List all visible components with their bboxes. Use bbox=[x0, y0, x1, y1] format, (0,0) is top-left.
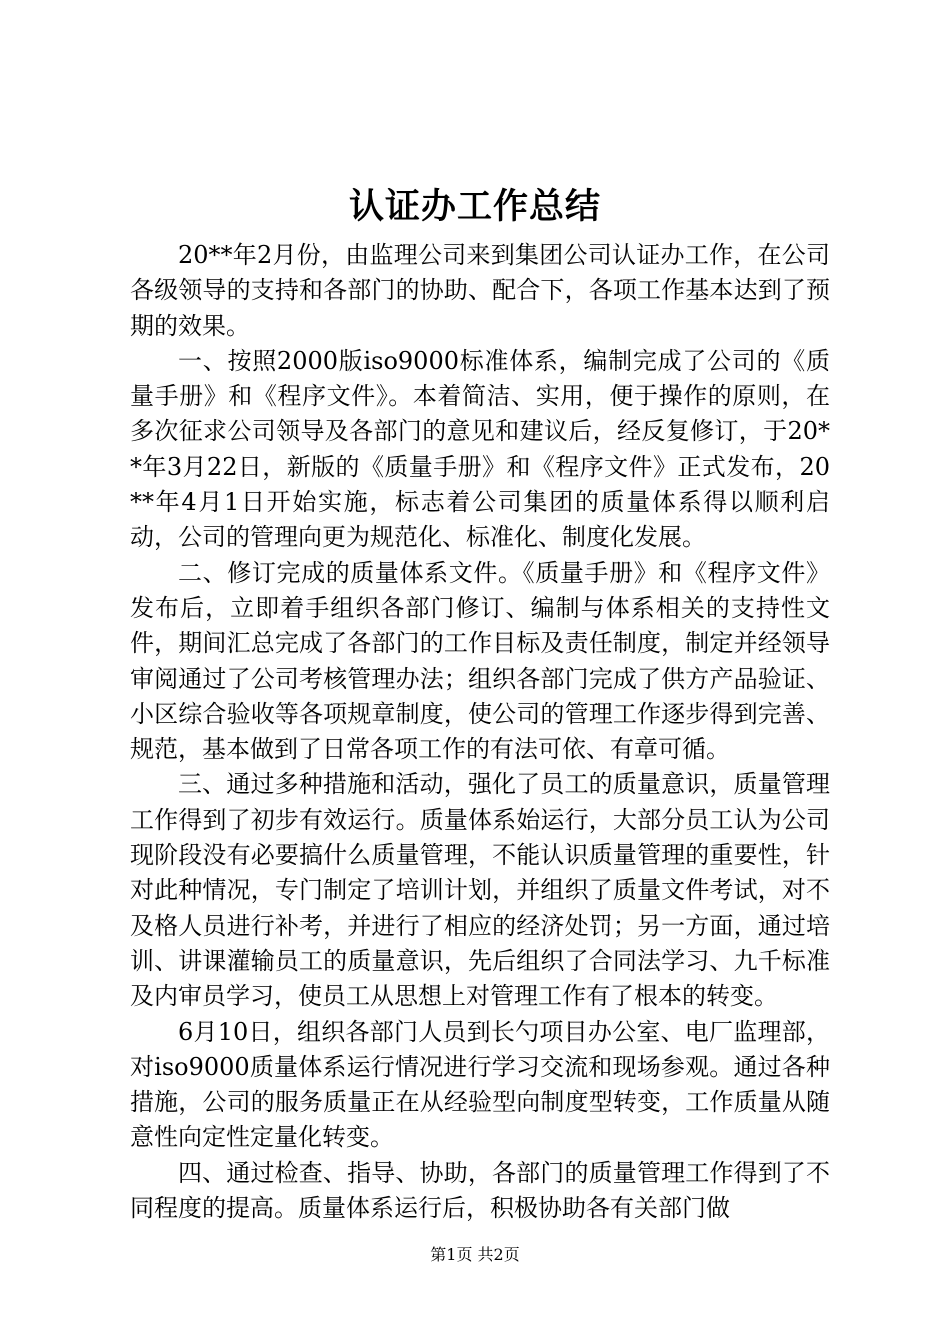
paragraph-section-4: 四、通过检查、指导、协助，各部门的质量管理工作得到了不同程度的提高。质量体系运行后，积极协助各有关部门做 bbox=[130, 1158, 830, 1223]
paragraph-section-2: 二、修订完成的质量体系文件。《质量手册》和《程序文件》发布后，立即着手组织各部门修订、编制与体系相关的支持性文件，期间汇总完成了各部门的工作目标及责任制度，制定并经领导审阅通过了公司考核管理办法；组织各部门完成了供方产品验证、小区综合验收等各项规章制度，使公司的管理工作逐步得到完善、规范，基本做到了日常各项工作的有法可依、有章可循。 bbox=[130, 558, 830, 764]
page-footer: 第1页 共2页 bbox=[430, 1245, 520, 1264]
paragraph-section-1: 一、按照2000版iso9000标准体系，编制完成了公司的《质量手册》和《程序文件》。本着简洁、实用，便于操作的原则，在多次征求公司领导及各部门的意见和建议后，经反复修订，于20**年3月22日，新版的《质量手册》和《程序文件》正式发布，20**年4月1日开始实施，标志着公司集团的质量体系得以顺利启动，公司的管理向更为规范化、标准化、制度化发展。 bbox=[130, 346, 830, 552]
paragraph-intro: 20**年2月份，由监理公司来到集团公司认证办工作，在公司各级领导的支持和各部门的协助、配合下，各项工作基本达到了预期的效果。 bbox=[130, 241, 830, 340]
document-title: 认证办工作总结 bbox=[348, 186, 601, 227]
paragraph-june-visit: 6月10日，组织各部门人员到长勺项目办公室、电厂监理部，对iso9000质量体系运行情况进行学习交流和现场参观。通过各种措施，公司的服务质量正在从经验型向制度型转变，工作质量从随意性向定性定量化转变。 bbox=[130, 1017, 830, 1152]
document-body bbox=[130, 238, 830, 1226]
paragraph-section-3: 三、通过多种措施和活动，强化了员工的质量意识，质量管理工作得到了初步有效运行。质量体系始运行，大部分员工认为公司现阶段没有必要搞什么质量管理，不能认识质量管理的重要性，针对此种情况，专门制定了培训计划，并组织了质量文件考试，对不及格人员进行补考，并进行了相应的经济处罚；另一方面，通过培训、讲课灌输员工的质量意识，先后组织了合同法学习、九千标准及内审员学习，使员工从思想上对管理工作有了根本的转变。 bbox=[130, 770, 830, 1011]
